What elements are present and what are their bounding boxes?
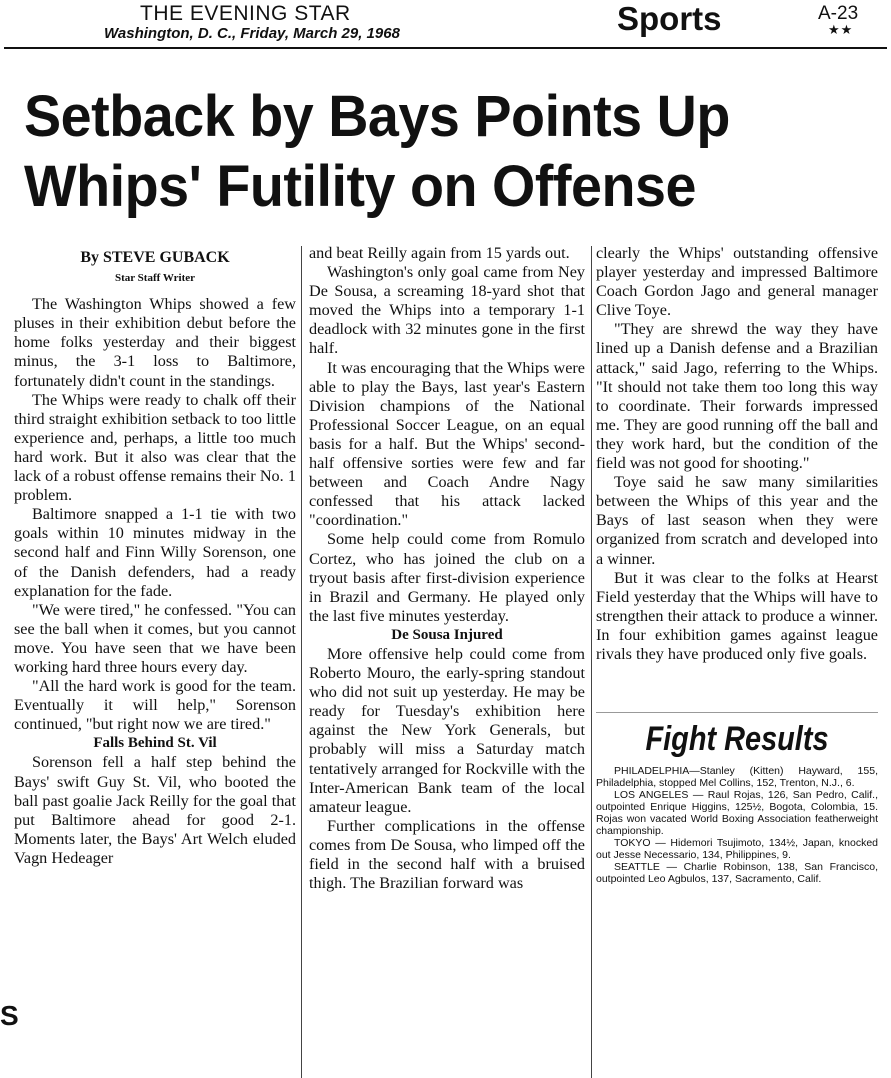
column-divider (301, 246, 302, 1078)
paragraph: "All the hard work is good for the team. Eventually it will help," Sorenson continued, "but right now we are tired." (14, 677, 296, 734)
paragraph: Toye said he saw many similarities between the Whips of this year and the Bays of last season when they were organized from scratch and developed into a winner. (596, 473, 878, 568)
page-edge-fragment: S (0, 1000, 19, 1031)
page-number: A-23 (818, 3, 859, 24)
fight-results-box (596, 712, 878, 885)
subheading: De Sousa Injured (391, 626, 503, 643)
column-divider (591, 246, 592, 1078)
fight-result-item: LOS ANGELES — Raul Rojas, 126, San Pedro, Calif., outpointed Enrique Higgins, 125½, Bogota, Colombia, 15. Rojas won vacated World Boxing Association featherweight championship. (596, 789, 878, 838)
fight-results-title: Fight Results (645, 720, 829, 759)
headline: Setback by Bays Points Up Whips' Futility on Offense (24, 84, 730, 219)
paragraph: Further complications in the offense comes from De Sousa, who limped off the field in the second half with a bruised thigh. The Brazilian forward was (309, 816, 585, 893)
paragraph: More offensive help could come from Roberto Mouro, the early-spring standout who did not suit up yesterday. He may be ready for Tuesday's exhibition here against the New York Generals, but probably will miss a Saturday match tentatively arranged for Rockville with the Inter-American Bank team of the local amateur league. (309, 644, 585, 816)
paragraph: "We were tired," he confessed. "You can see the ball when it comes, but you cannot move. You have seen that we have been working hard three hours every day. (14, 600, 296, 676)
paragraph: Baltimore snapped a 1-1 tie with two goals within 10 minutes midway in the second half and Finn Willy Sorenson, one of the Danish defenders, had a ready explanation for the fade. (14, 505, 296, 600)
paragraph: The Washington Whips showed a few pluses in their exhibition debut before the home folks yesterday and their biggest minus, the 3-1 loss to Baltimore, fortunately didn't count in the standings. (14, 295, 296, 390)
paragraph: and beat Reilly again from 15 yards out. (309, 244, 570, 262)
article-column-3 (596, 244, 878, 1078)
article-column-2 (309, 244, 585, 1078)
masthead (0, 0, 891, 48)
paragraph: clearly the Whips' outstanding offensive player yesterday and impressed Baltimore Coach Gordon Jago and general manager Clive Toye. (596, 244, 878, 320)
subheading: Falls Behind St. Vil (93, 735, 217, 752)
paragraph: But it was clear to the folks at Hearst Field yesterday that the Whips will have to strengthen their attack to produce a winner. In four exhibition games against league rivals they have produced only five goals. (596, 568, 878, 663)
fight-result-item: PHILADELPHIA—Stanley (Kitten) Hayward, 155, Philadelphia, stopped Mel Collins, 152, Trenton, N.J., 6. (596, 765, 878, 790)
fight-result-item: SEATTLE — Charlie Robinson, 138, San Francisco, outpointed Leo Agbulos, 137, Sacramento, Calif. (596, 861, 878, 886)
section-name: Sports (617, 0, 722, 37)
paragraph: "They are shrewd the way they have lined up a Danish defense and a Brazilian attack," said Jago, referring to the Whips. "It should not take them too long this way to coordinate. Their forwards impressed me. They are good running off the ball and they work hard, but the condition of the field was not good for shooting." (596, 320, 878, 473)
newspaper-name: THE EVENING STAR (140, 2, 351, 25)
paragraph: The Whips were ready to chalk off their third straight exhibition setback to too little experience and, perhaps, a little too much hard work. But it also was clear that the lack of a robust offense remains their No. 1 problem. (14, 390, 296, 505)
article-column-1 (14, 244, 296, 1078)
paragraph: Sorenson fell a half step behind the Bays' swift Guy St. Vil, who booted the ball past goalie Jack Reilly for the goal that put Baltimore ahead for good 2-1. Moments later, the Bays' Art Welch eluded Vagn Hedeager (14, 753, 296, 867)
dateline: Washington, D. C., Friday, March 29, 1968 (104, 25, 400, 42)
fight-result-item: TOKYO — Hidemori Tsujimoto, 134½, Japan, knocked out Jesse Necessario, 134, Philippines, 9. (596, 837, 878, 862)
byline: By STEVE GUBACK (80, 249, 230, 266)
masthead-divider (4, 47, 887, 49)
byline-credit: Star Staff Writer (114, 272, 196, 285)
paragraph: Some help could come from Romulo Cortez, who has joined the club on a tryout basis after first-division experience in Brazil and Germany. He played only the last five minutes yesterday. (309, 530, 585, 625)
edition-stars-icon: ★★ (828, 23, 854, 38)
paragraph: Washington's only goal came from Ney De Sousa, a screaming 18-yard shot that moved the Whips into a temporary 1-1 deadlock with 32 minutes gone in the first half. (309, 263, 585, 358)
paragraph: It was encouraging that the Whips were able to play the Bays, last year's Eastern Division champions of the National Professional Soccer League, on an equal basis for a half. But the Whips' second-half offensive sorties were few and far between and Coach Andre Nagy confessed that his attack lacked "coordination." (309, 358, 585, 530)
